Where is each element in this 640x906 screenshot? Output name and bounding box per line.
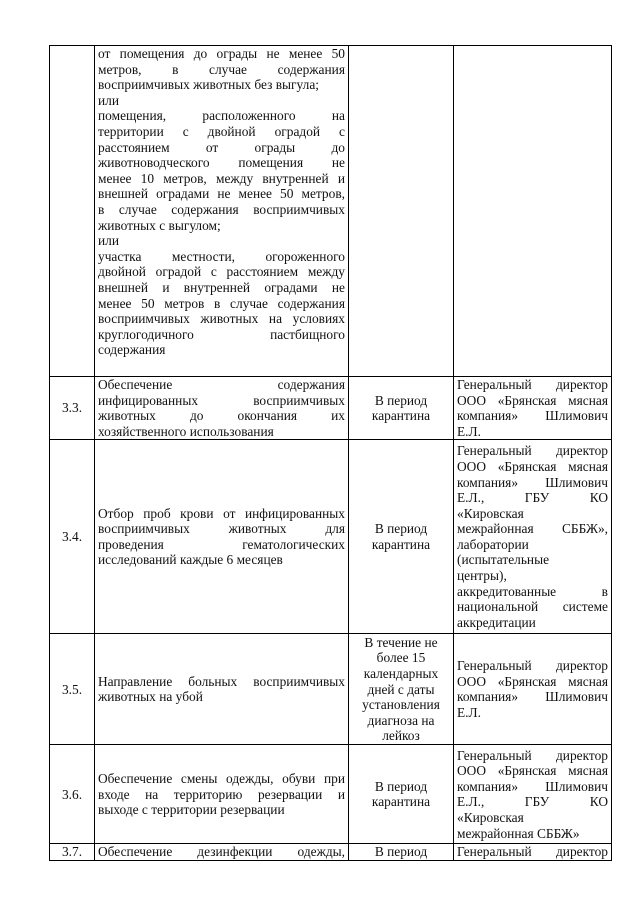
table-row bbox=[50, 745, 612, 844]
resp-line: национальной системе bbox=[457, 599, 608, 615]
action-line: двойной оградой с расстоянием между bbox=[98, 264, 345, 280]
action-line: круглогодичного пастбищного bbox=[98, 326, 345, 342]
item-number: 3.5. bbox=[50, 634, 95, 745]
term-line: В течение не bbox=[364, 634, 438, 650]
resp-line: Е.Л., ГБУ КО bbox=[457, 490, 608, 506]
resp-line: аккредитации bbox=[457, 614, 536, 630]
action-line: менее 10 метров, между внутренней и bbox=[98, 170, 345, 186]
action-line: Обеспечение содержания bbox=[98, 377, 345, 392]
resp-line: Е.Л. bbox=[457, 704, 481, 720]
resp-line: межрайонная СББЖ», bbox=[457, 521, 608, 537]
measure-description bbox=[95, 440, 349, 634]
responsible-party bbox=[454, 634, 612, 745]
item-number: 3.6. bbox=[50, 745, 95, 844]
action-line: Обеспечение смены одежды, обуви при bbox=[98, 770, 345, 786]
action-line: проведения гематологических bbox=[98, 536, 345, 552]
table-row bbox=[50, 634, 612, 745]
resp-line: Генеральный директор bbox=[457, 844, 608, 860]
resp-line: Е.Л., ГБУ КО bbox=[457, 794, 608, 810]
term-line: лейкоз bbox=[382, 728, 420, 744]
resp-line: Е.Л. bbox=[457, 423, 481, 439]
deadline bbox=[349, 634, 454, 745]
action-line: животных с выгулом; bbox=[98, 217, 221, 233]
action-line: Обеспечение дезинфекции одежды, bbox=[98, 844, 345, 860]
resp-line: компания» Шлимович bbox=[457, 778, 608, 794]
resp-line: центры), bbox=[457, 568, 507, 584]
responsible-party bbox=[454, 46, 612, 377]
responsible-party bbox=[454, 745, 612, 844]
responsible-party bbox=[454, 377, 612, 440]
term-line: В период bbox=[374, 521, 428, 537]
action-line: содержания bbox=[98, 342, 166, 358]
table-row bbox=[50, 377, 612, 440]
table-row bbox=[50, 46, 612, 377]
measure-description bbox=[95, 634, 349, 745]
term-line: карантина bbox=[371, 794, 431, 810]
resp-line: ООО «Брянская мясная bbox=[457, 673, 608, 689]
resp-line: ООО «Брянская мясная bbox=[457, 392, 608, 408]
action-line: хозяйственного использования bbox=[98, 423, 274, 439]
term-line: установления bbox=[362, 697, 440, 713]
action-line: Отбор проб крови от инфицированных bbox=[98, 505, 345, 521]
term-line: календарных bbox=[363, 665, 439, 681]
resp-line: лаборатории bbox=[457, 536, 529, 552]
responsible-party bbox=[454, 440, 612, 634]
table-row bbox=[50, 844, 612, 861]
action-line: или bbox=[98, 233, 120, 249]
term-line: В период bbox=[374, 778, 428, 794]
action-line: Направление больных восприимчивых bbox=[98, 673, 345, 689]
deadline bbox=[349, 745, 454, 844]
action-line: участка местности, огороженного bbox=[98, 248, 345, 264]
deadline bbox=[349, 377, 454, 440]
action-line: в случае содержания восприимчивых bbox=[98, 201, 345, 217]
item-number: 3.4. bbox=[50, 440, 95, 634]
resp-line: Генеральный директор bbox=[457, 658, 608, 674]
term-line: В период bbox=[374, 844, 428, 860]
item-number: 3.7. bbox=[50, 844, 95, 861]
action-line: метров, в случае содержания bbox=[98, 61, 345, 77]
responsible-party bbox=[454, 844, 612, 861]
resp-line: «Кировская bbox=[457, 505, 524, 521]
action-line: менее 50 метров в случае содержания bbox=[98, 295, 345, 311]
measure-description bbox=[95, 377, 349, 440]
resp-line: Генеральный директор bbox=[457, 443, 608, 459]
resp-line: компания» Шлимович bbox=[457, 474, 608, 490]
term-line: более 15 bbox=[376, 650, 426, 666]
resp-line: компания» Шлимович bbox=[457, 689, 608, 705]
deadline bbox=[349, 440, 454, 634]
term-line: В период bbox=[374, 392, 428, 408]
measure-description bbox=[95, 46, 349, 377]
term-line: карантина bbox=[371, 536, 431, 552]
action-line: внешней и внутренней оградами не bbox=[98, 279, 345, 295]
measures-table bbox=[49, 45, 612, 861]
action-line: или bbox=[98, 92, 120, 108]
measure-description bbox=[95, 844, 349, 861]
deadline bbox=[349, 844, 454, 861]
resp-line: ООО «Брянская мясная bbox=[457, 763, 608, 779]
action-line: входе на территорию резервации и bbox=[98, 786, 345, 802]
resp-line: межрайонная СББЖ» bbox=[457, 825, 580, 841]
action-line: расстоянием от ограды до bbox=[98, 139, 345, 155]
resp-line: Генеральный директор bbox=[457, 747, 608, 763]
action-line: восприимчивых животных для bbox=[98, 521, 345, 537]
action-line: выходе с территории резервации bbox=[98, 802, 285, 818]
deadline bbox=[349, 46, 454, 377]
term-line: дней с даты bbox=[367, 681, 435, 697]
action-line: инфицированных восприимчивых bbox=[98, 392, 345, 408]
action-line: исследований каждые 6 месяцев bbox=[98, 552, 283, 568]
term-line: диагноза на bbox=[367, 712, 435, 728]
term-line: карантина bbox=[371, 408, 431, 424]
action-line: животных на убой bbox=[98, 689, 203, 705]
action-line: животноводческого помещения не bbox=[98, 155, 345, 171]
action-line: помещения, расположенного на bbox=[98, 108, 345, 124]
table-row bbox=[50, 440, 612, 634]
action-line: территории с двойной оградой с bbox=[98, 123, 345, 139]
action-line: животных до окончания их bbox=[98, 408, 345, 424]
action-line: внешней оградами не менее 50 метров, bbox=[98, 186, 345, 202]
resp-line: ООО «Брянская мясная bbox=[457, 458, 608, 474]
resp-line: Генеральный директор bbox=[457, 377, 608, 392]
resp-line: (испытательные bbox=[457, 552, 550, 568]
action-line: восприимчивых животных без выгула; bbox=[98, 77, 320, 93]
item-number: 3.3. bbox=[50, 377, 95, 440]
measures-table-body bbox=[50, 46, 612, 861]
measure-description bbox=[95, 745, 349, 844]
action-line: от помещения до ограды не менее 50 bbox=[98, 46, 345, 61]
resp-line: аккредитованные в bbox=[457, 583, 608, 599]
action-line: восприимчивых животных на условиях bbox=[98, 311, 345, 327]
resp-line: «Кировская bbox=[457, 809, 524, 825]
item-number bbox=[50, 46, 95, 377]
resp-line: компания» Шлимович bbox=[457, 408, 608, 424]
